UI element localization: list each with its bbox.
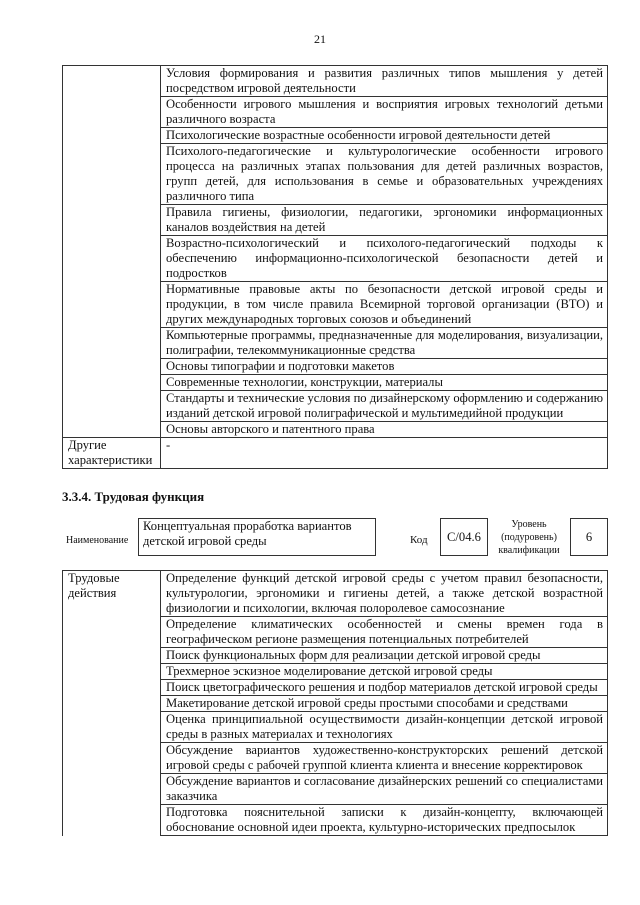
table-row bbox=[63, 391, 608, 422]
labor-action-item: Поиск функциональных форм для реализации детской игровой среды bbox=[161, 648, 608, 664]
labor-actions-table bbox=[62, 570, 608, 836]
row-label-cell bbox=[63, 328, 161, 359]
code-value: C/04.6 bbox=[440, 518, 488, 556]
knowledge-item: Стандарты и технические условия по дизайнерскому оформлению и содержанию изданий детской игровой полиграфической и мультимедийной продукции bbox=[161, 391, 608, 422]
knowledge-item: Основы авторского и патентного права bbox=[161, 422, 608, 438]
knowledge-item: Возрастно-психологический и психолого-педагогический подходы к обеспечению информационно-психологической безопасности детей и подростков bbox=[161, 236, 608, 282]
knowledge-item: Компьютерные программы, предназначенные для моделирования, визуализации, полиграфии, телекоммуникационные средства bbox=[161, 328, 608, 359]
row-label-cell bbox=[63, 359, 161, 375]
level-label: Уровень (подуровень) квалификации bbox=[498, 519, 560, 556]
knowledge-item: Психологические возрастные особенности игровой деятельности детей bbox=[161, 128, 608, 144]
table-row bbox=[63, 282, 608, 328]
row-label-cell bbox=[63, 205, 161, 236]
row-label-cell bbox=[63, 144, 161, 205]
labor-action-item: Обсуждение вариантов художественно-конструкторских решений детской игровой среды с рабочей группой клиента клиента и внесение корректировок bbox=[161, 743, 608, 774]
table-row bbox=[63, 438, 608, 469]
knowledge-item: Основы типографии и подготовки макетов bbox=[161, 359, 608, 375]
knowledge-item: Современные технологии, конструкции, материалы bbox=[161, 375, 608, 391]
table-row bbox=[63, 144, 608, 205]
labor-action-item: Поиск цветографического решения и подбор материалов детской игровой среды bbox=[161, 680, 608, 696]
table-row bbox=[63, 205, 608, 236]
labor-action-item: Обсуждение вариантов и согласование дизайнерских решений со специалистами заказчика bbox=[161, 774, 608, 805]
row-label-cell bbox=[63, 128, 161, 144]
labor-action-item: Трехмерное эскизное моделирование детской игровой среды bbox=[161, 664, 608, 680]
labor-action-item: Оценка принципиальной осуществимости дизайн-концепции детской игровой среды в разных материалах и технологиях bbox=[161, 712, 608, 743]
section-heading: 3.3.4. Трудовая функция bbox=[62, 489, 205, 504]
level-value: 6 bbox=[570, 518, 608, 556]
knowledge-table bbox=[62, 65, 608, 469]
table-row bbox=[63, 128, 608, 144]
labor-action-item: Определение функций детской игровой среды с учетом правил безопасности, культурологии, эргономики и гигиены детей, а также детской возрастной физиологии и психологии, включая полоролевое самосознание bbox=[161, 571, 608, 617]
labor-action-item: Подготовка пояснительной записки к дизайн-концепту, включающей обоснование основной идеи проекта, культурно-исторических предпосылок bbox=[161, 805, 608, 836]
other-value: - bbox=[161, 438, 608, 469]
table-row bbox=[63, 236, 608, 282]
table-row bbox=[63, 571, 608, 617]
knowledge-item: Правила гигиены, физиологии, педагогики, эргономики информационных каналов воздействия на детей bbox=[161, 205, 608, 236]
table-row bbox=[63, 328, 608, 359]
name-label: Наименование bbox=[66, 535, 129, 546]
labor-actions-label: Трудовые действия bbox=[63, 571, 161, 836]
page-number: 21 bbox=[314, 32, 326, 46]
knowledge-item: Нормативные правовые акты по безопасности детской игровой среды и продукции, в том числе правила Всемирной торговой организации (ВТО) и других международных торговых союзов и объединений bbox=[161, 282, 608, 328]
table-row bbox=[63, 66, 608, 97]
table-row bbox=[63, 375, 608, 391]
code-label: Код bbox=[410, 534, 428, 546]
table-row bbox=[63, 97, 608, 128]
row-label-cell bbox=[63, 282, 161, 328]
labor-action-item: Макетирование детской игровой среды простыми способами и средствами bbox=[161, 696, 608, 712]
row-label-cell bbox=[63, 236, 161, 282]
table-row bbox=[63, 359, 608, 375]
knowledge-item: Условия формирования и развития различных типов мышления у детей посредством игровой деятельности bbox=[161, 66, 608, 97]
row-label-cell bbox=[63, 375, 161, 391]
row-label-cell bbox=[63, 391, 161, 422]
table-row bbox=[63, 422, 608, 438]
knowledge-item: Особенности игрового мышления и восприятия игровых технологий детьми различного возраста bbox=[161, 97, 608, 128]
other-label: Другие характеристики bbox=[63, 438, 161, 469]
labor-action-item: Определение климатических особенностей и смены времен года в географическом регионе размещения потенциальных потребителей bbox=[161, 617, 608, 648]
row-label-cell bbox=[63, 97, 161, 128]
row-label-cell bbox=[63, 66, 161, 97]
row-label-cell bbox=[63, 422, 161, 438]
name-value: Концептуальная проработка вариантов детской игровой среды bbox=[138, 518, 376, 556]
knowledge-item: Психолого-педагогические и культурологические особенности игрового процесса на различных этапах пользования для детей различных возрастов, групп детей, для использования в семье и образовательных учреждениях различного типа bbox=[161, 144, 608, 205]
